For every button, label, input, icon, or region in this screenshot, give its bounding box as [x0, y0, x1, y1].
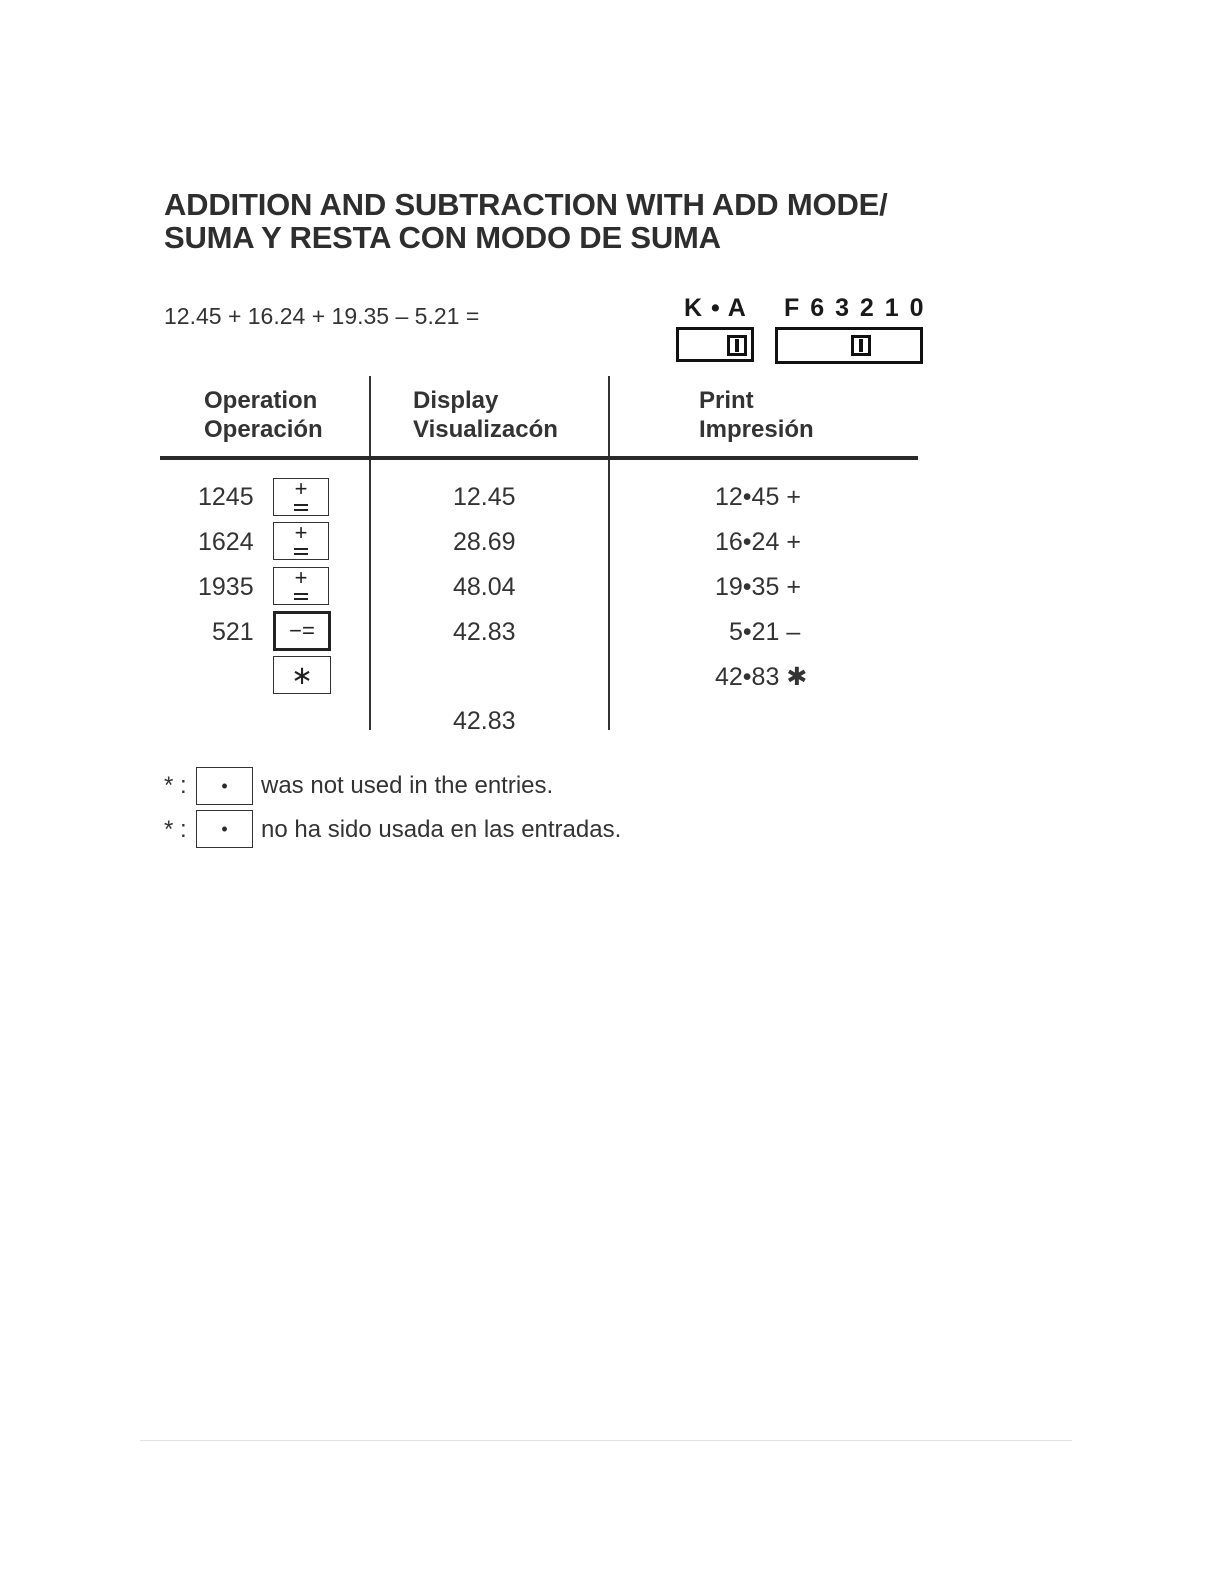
print-value: 5•21 –: [729, 618, 801, 646]
print-value: 12•45 +: [715, 483, 801, 511]
print-header-es: Impresión: [699, 416, 814, 443]
column-divider: [369, 376, 371, 730]
note-prefix: * :: [164, 772, 187, 799]
entry-value: 1624: [198, 528, 254, 556]
note-prefix: * :: [164, 816, 187, 843]
print-value: 42•83 ✱: [715, 663, 808, 691]
title-line-english: ADDITION AND SUBTRACTION WITH ADD MODE/: [164, 187, 888, 222]
example-equation: 12.45 + 16.24 + 19.35 – 5.21 =: [164, 303, 480, 329]
display-header-en: Display: [413, 387, 499, 414]
display-value: 28.69: [453, 528, 516, 556]
entry-value: 1935: [198, 573, 254, 601]
ka-switch-label: K • A: [684, 294, 747, 322]
note-text: no ha sido usada en las entradas.: [261, 816, 622, 843]
display-header: [413, 386, 558, 444]
operation-header: [204, 386, 323, 444]
plus-equal-key-icon: +: [273, 478, 329, 516]
decimal-switch-knob: [851, 335, 871, 356]
ka-switch-knob: [727, 335, 747, 356]
display-value: 48.04: [453, 573, 516, 601]
minus-equal-key-icon: −=: [273, 611, 331, 651]
decimal-switch: [775, 327, 923, 364]
total-key-icon: ∗: [273, 656, 331, 694]
display-value: 12.45: [453, 483, 516, 511]
header-rule: [160, 456, 918, 460]
display-value: 42.83: [453, 707, 516, 735]
print-value: 16•24 +: [715, 528, 801, 556]
display-value: 42.83: [453, 618, 516, 646]
plus-equal-key-icon: +: [273, 522, 329, 560]
entry-value: 521: [212, 618, 254, 646]
display-header-es: Visualizacón: [413, 416, 558, 443]
print-value: 19•35 +: [715, 573, 801, 601]
column-divider: [608, 376, 610, 730]
plus-equal-key-icon: +: [273, 567, 329, 605]
operation-header-en: Operation: [204, 387, 318, 414]
title-line-spanish: SUMA Y RESTA CON MODO DE SUMA: [164, 220, 721, 255]
operation-header-es: Operación: [204, 416, 323, 443]
ka-switch: [676, 327, 754, 362]
decimal-key-icon: •: [196, 810, 253, 848]
entry-value: 1245: [198, 483, 254, 511]
print-header-en: Print: [699, 387, 754, 414]
page-title: [164, 188, 984, 254]
footer-divider: [140, 1440, 1072, 1441]
decimal-key-icon: •: [196, 767, 253, 805]
decimal-switch-label: F 6 3 2 1 0: [784, 294, 926, 322]
print-header: [699, 386, 814, 444]
note-text: was not used in the entries.: [261, 772, 554, 799]
